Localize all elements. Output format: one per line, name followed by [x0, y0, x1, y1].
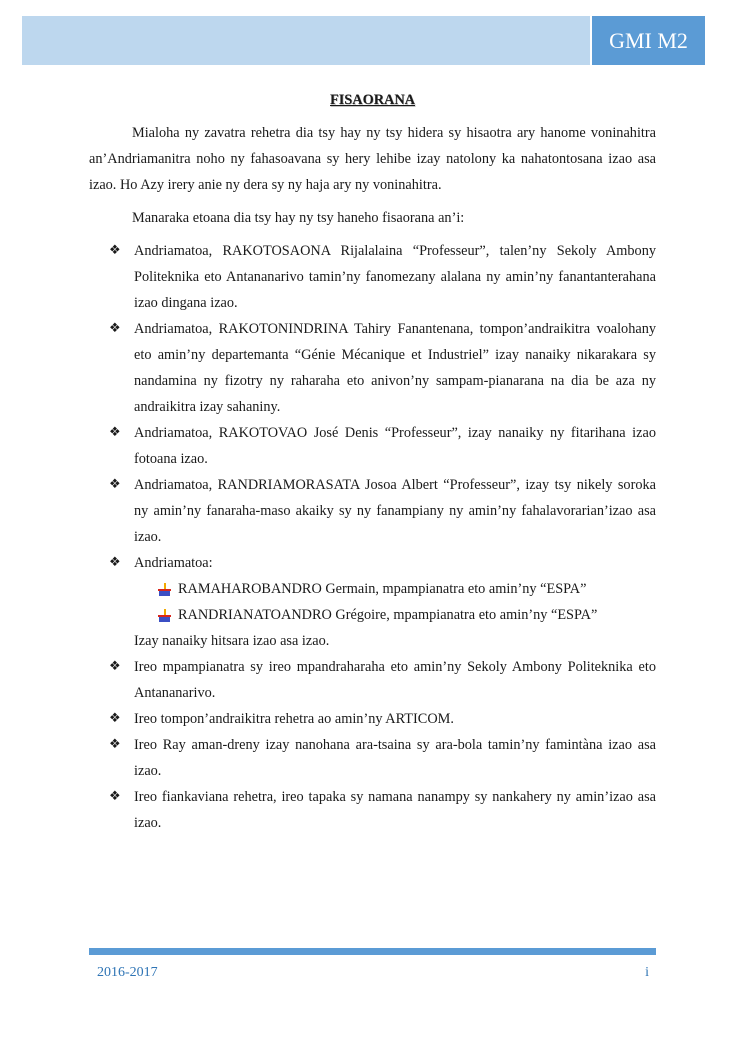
- intro-paragraph: Mialoha ny zavatra rehetra dia tsy hay ny tsy hidera sy hisaotra ary hanome voninahitra an’Andriamanitra noho ny fahasoavana sy hery lehibe izay natolony ka nahatontosana izao asa izao. Ho Azy irery anie ny dera sy ny haja ary ny voninahitra.: [89, 125, 656, 193]
- diamond-bullet-icon: ❖: [109, 659, 121, 674]
- group-label: Andriamatoa:: [134, 555, 213, 571]
- list-item-text: Ireo tompon’andraikitra rehetra ao amin’ny ARTICOM.: [134, 711, 454, 727]
- list-item: [89, 654, 656, 706]
- list-item-text: Andriamatoa, RAKOTONINDRINA Tahiry Fanantenana, tompon’andraikitra voalohany eto amin’ny departemanta “Génie Mécanique et Industriel” izay nanaiky nikarakara sy nandamina ny fizotry ny raharaha eto anivon’ny sampam-pianarana na dia be aza ny andraikitra izay sahaniny.: [134, 321, 656, 415]
- list-item-text: Ireo fiankaviana rehetra, ireo tapaka sy namana nanampy sy nankahery ny amin’izao asa izao.: [134, 789, 656, 831]
- diamond-bullet-icon: ❖: [109, 243, 121, 258]
- diamond-bullet-icon: ❖: [109, 321, 121, 336]
- flag-bullet-icon: [158, 609, 171, 622]
- acknowledgement-list: [89, 238, 656, 836]
- diamond-bullet-icon: ❖: [109, 711, 121, 726]
- list-item: [89, 472, 656, 550]
- sub-list: [134, 576, 656, 628]
- list-item: [89, 706, 656, 732]
- sub-list-item: [134, 602, 656, 628]
- header-tag: GMI M2: [592, 16, 705, 65]
- intro-lead: Manaraka etoana dia tsy hay ny tsy haneho fisaorana an’i:: [132, 210, 465, 226]
- list-item-text: Ireo mpampianatra sy ireo mpandraharaha eto amin’ny Sekoly Ambony Politeknika eto Antananarivo.: [134, 659, 656, 701]
- sub-list-text: RANDRIANATOANDRO Grégoire, mpampianatra eto amin’ny “ESPA”: [178, 607, 598, 623]
- header-bar: [22, 16, 590, 65]
- diamond-bullet-icon: ❖: [109, 477, 121, 492]
- diamond-bullet-icon: ❖: [109, 555, 121, 570]
- sub-list-item: [134, 576, 656, 602]
- list-item-group: [89, 550, 656, 654]
- diamond-bullet-icon: ❖: [109, 737, 121, 752]
- flag-bullet-icon: [158, 583, 171, 596]
- footer-bar: [89, 948, 656, 955]
- page-title: FISAORANA: [330, 92, 415, 108]
- list-item-text: Ireo Ray aman-dreny izay nanohana ara-tsaina sy ara-bola tamin’ny famintàna izao asa izao.: [134, 737, 656, 779]
- sub-list-text: RAMAHAROBANDRO Germain, mpampianatra eto amin’ny “ESPA”: [178, 581, 587, 597]
- list-item: [89, 420, 656, 472]
- list-item-text: Andriamatoa, RAKOTOVAO José Denis “Professeur”, izay nanaiky ny fitarihana izao fotoana izao.: [134, 425, 656, 467]
- list-item: [89, 732, 656, 784]
- footer-year: 2016-2017: [97, 965, 158, 980]
- list-item-text: Andriamatoa, RAKOTOSAONA Rijalalaina “Professeur”, talen’ny Sekoly Ambony Politeknika eto Antananarivo tamin’ny fanomezany alalana ny amin’ny fanantanterahana izao dingana izao.: [134, 243, 656, 311]
- list-item: [89, 316, 656, 420]
- list-item-text: Andriamatoa, RANDRIAMORASATA Josoa Albert “Professeur”, izay tsy nikely soroka ny amin’ny fanaraha-maso akaiky sy ny fanampiany ny amin’ny fahalavorarian’izao asa izao.: [134, 477, 656, 545]
- diamond-bullet-icon: ❖: [109, 425, 121, 440]
- list-item: [89, 238, 656, 316]
- page-number: i: [645, 965, 649, 980]
- page-content: [89, 87, 656, 836]
- diamond-bullet-icon: ❖: [109, 789, 121, 804]
- list-item: [89, 784, 656, 836]
- group-after-text: Izay nanaiky hitsara izao asa izao.: [134, 633, 330, 649]
